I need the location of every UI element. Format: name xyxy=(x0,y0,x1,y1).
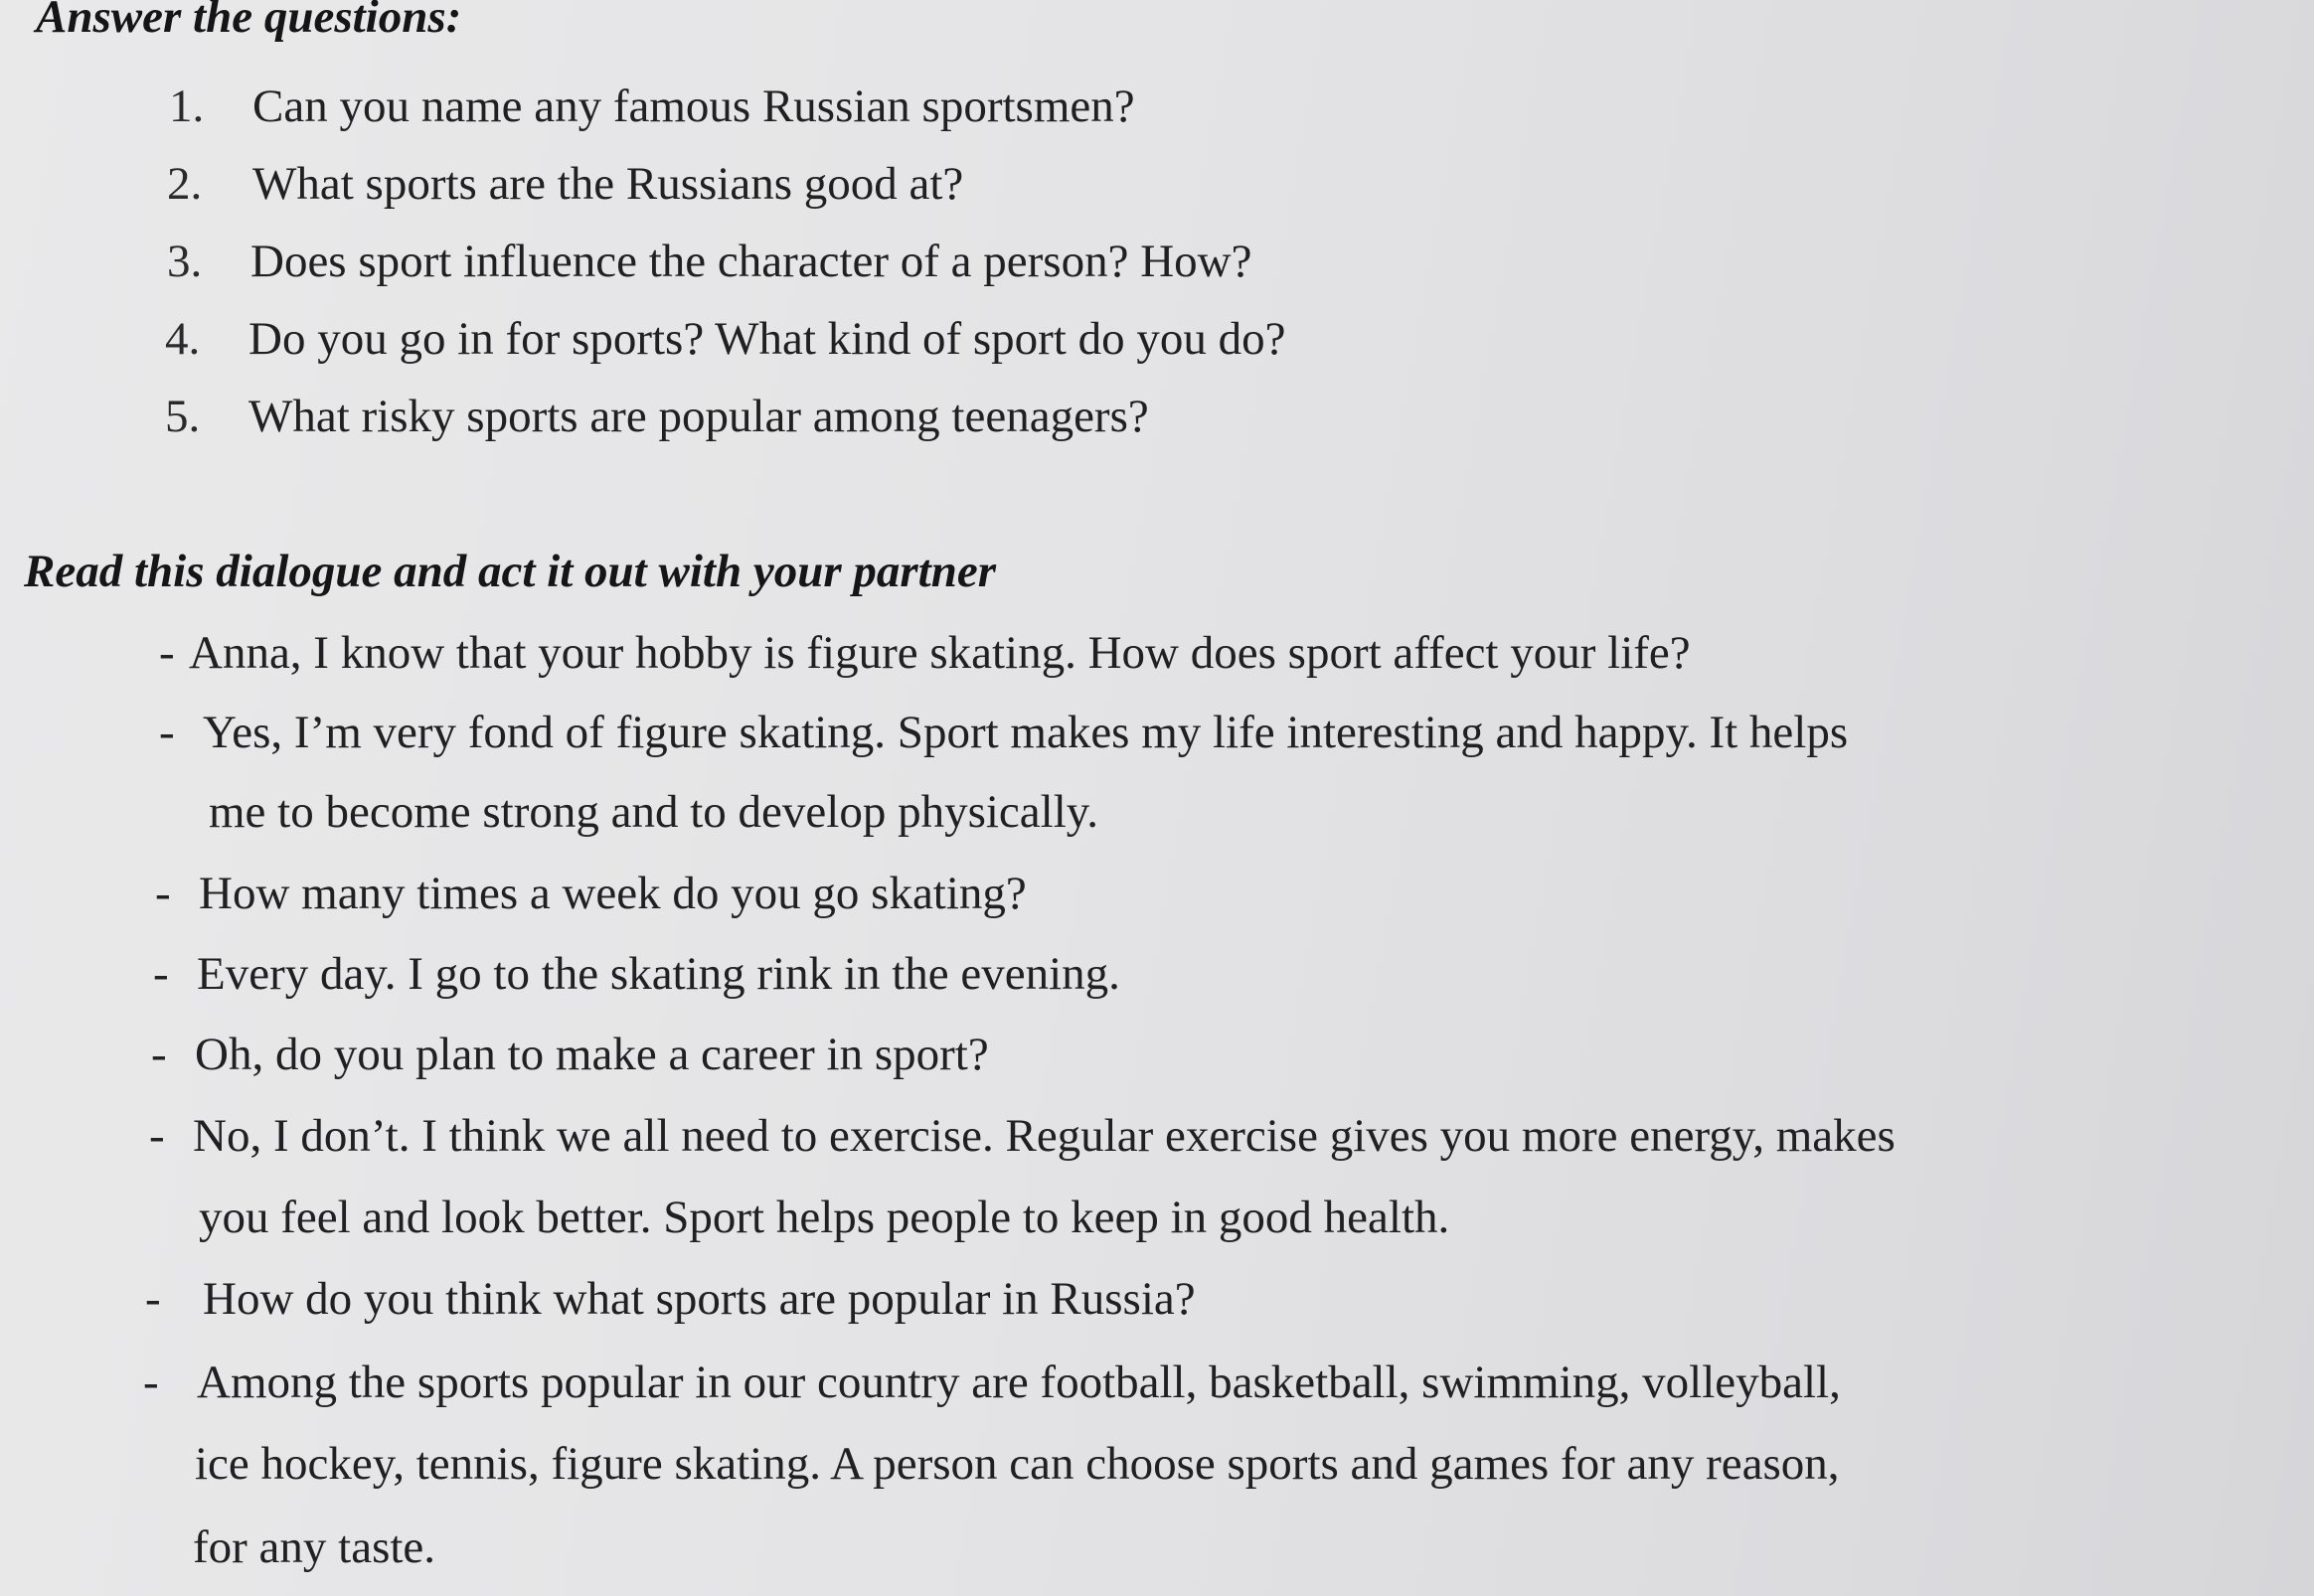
dialogue-line-continued: me to become strong and to develop physically. xyxy=(209,786,1098,838)
question-text: Do you go in for sports? What kind of sport do you do? xyxy=(248,313,1286,365)
question-text: Can you name any famous Russian sportsmen? xyxy=(252,80,1135,132)
dialogue-line-continued: you feel and look better. Sport helps people to keep in good health. xyxy=(199,1192,1450,1243)
dialogue-line-continued: ice hockey, tennis, figure skating. A person can choose sports and games for any reason, xyxy=(195,1438,1840,1490)
dialogue-line: How do you think what sports are popular in Russia? xyxy=(203,1273,1196,1325)
question-number: 3. xyxy=(167,236,203,287)
dialogue-dash: - xyxy=(149,1110,165,1162)
question-number: 2. xyxy=(167,158,203,210)
dialogue-line-continued: for any taste. xyxy=(193,1521,436,1573)
question-number: 5. xyxy=(165,391,201,442)
dialogue-dash: - xyxy=(159,707,175,758)
dialogue-dash: - xyxy=(153,948,169,1000)
dialogue-line: Every day. I go to the skating rink in the evening. xyxy=(197,948,1120,1000)
question-text: Does sport influence the character of a person? How? xyxy=(250,236,1252,287)
dialogue-dash: - xyxy=(143,1357,159,1408)
questions-heading: Answer the questions: xyxy=(36,0,462,43)
dialogue-dash: - xyxy=(151,1029,167,1080)
dialogue-line: Among the sports popular in our country are football, basketball, swimming, volleyball, xyxy=(197,1357,1841,1408)
dialogue-line: Oh, do you plan to make a career in sport? xyxy=(195,1029,989,1080)
dialogue-line: How many times a week do you go skating? xyxy=(199,868,1027,919)
question-text: What sports are the Russians good at? xyxy=(252,158,964,210)
dialogue-line: Yes, I’m very fond of figure skating. Sport makes my life interesting and happy. It helps xyxy=(203,707,1849,758)
question-number: 1. xyxy=(169,80,205,132)
dialogue-dash: - xyxy=(159,627,175,679)
dialogue-dash: - xyxy=(145,1273,161,1325)
question-text: What risky sports are popular among teenagers? xyxy=(248,391,1149,442)
question-number: 4. xyxy=(165,313,201,365)
dialogue-dash: - xyxy=(155,868,171,919)
dialogue-line: Anna, I know that your hobby is figure skating. How does sport affect your life? xyxy=(189,627,1691,679)
dialogue-heading: Read this dialogue and act it out with your partner xyxy=(24,546,997,597)
dialogue-line: No, I don’t. I think we all need to exercise. Regular exercise gives you more energy, makes xyxy=(193,1110,1896,1162)
